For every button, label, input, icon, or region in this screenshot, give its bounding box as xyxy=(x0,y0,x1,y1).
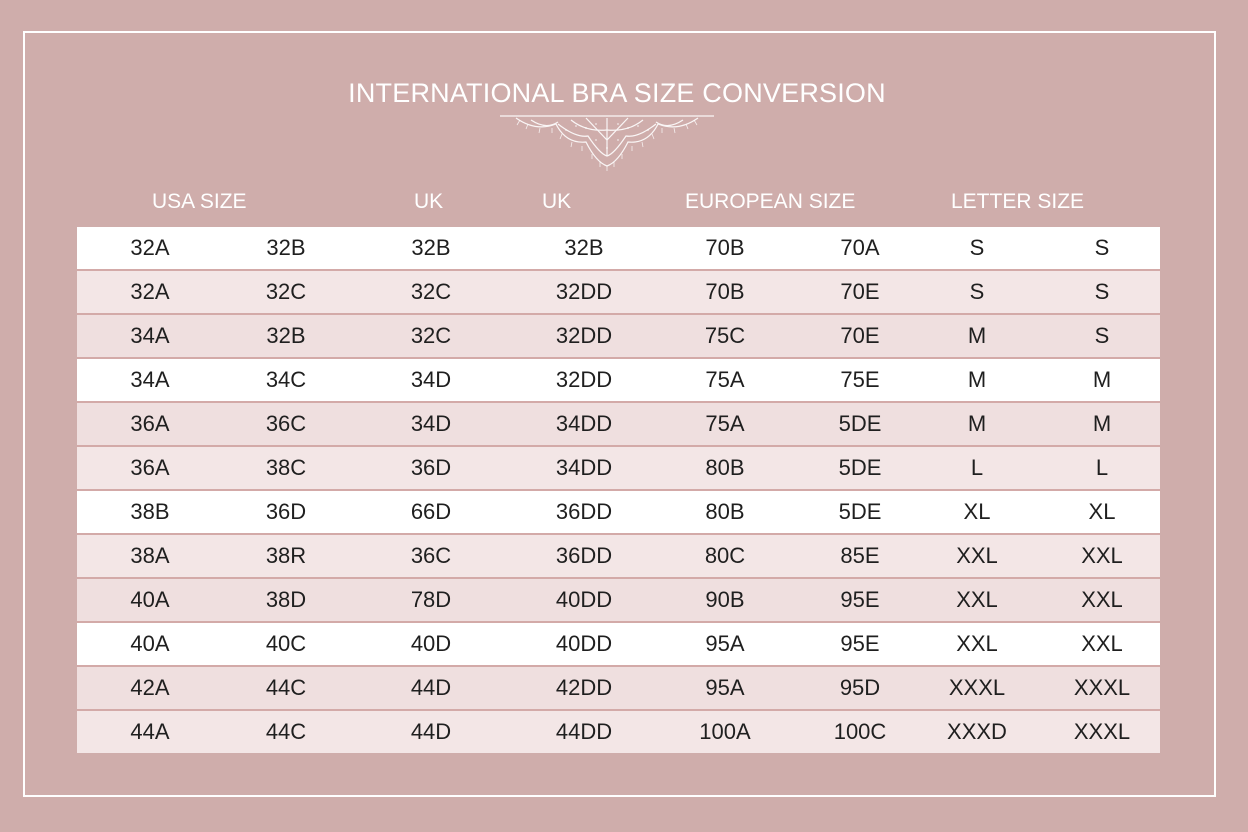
cell-usa-2: 32B xyxy=(266,323,306,348)
cell-usa-1: 38A xyxy=(130,543,170,568)
cell-usa-1: 36A xyxy=(130,455,170,480)
table-row xyxy=(77,403,1160,447)
cell-usa-1: 36A xyxy=(130,411,170,436)
cell-letter-2: XXXL xyxy=(1073,719,1131,744)
cell-usa-1: 32A xyxy=(130,235,170,260)
cell-letter-1: M xyxy=(967,323,987,348)
cell-letter-2: M xyxy=(1092,367,1112,392)
cell-eu-2: 70E xyxy=(840,323,880,348)
cell-eu-2: 85E xyxy=(840,543,880,568)
cell-usa-2: 32C xyxy=(265,279,307,304)
table-row xyxy=(77,315,1160,359)
cell-uk-2: 42DD xyxy=(555,675,613,700)
cell-uk-2: 34DD xyxy=(555,411,613,436)
cell-uk-2: 40DD xyxy=(555,631,613,656)
cell-letter-1: XXL xyxy=(956,543,998,568)
cell-uk-2: 32DD xyxy=(555,323,613,348)
cell-uk-2: 36DD xyxy=(555,543,613,568)
cell-uk-2: 44DD xyxy=(555,719,613,744)
lace-ornament-icon xyxy=(496,110,718,172)
cell-usa-2: 34C xyxy=(265,367,307,392)
cell-letter-2: S xyxy=(1094,323,1110,348)
cell-uk-1: 44D xyxy=(410,675,452,700)
cell-usa-1: 38B xyxy=(130,499,170,524)
cell-letter-2: XXL xyxy=(1081,631,1123,656)
cell-letter-1: XXL xyxy=(956,587,998,612)
cell-eu-2: 75E xyxy=(840,367,880,392)
cell-letter-2: S xyxy=(1094,279,1110,304)
cell-usa-1: 40A xyxy=(130,587,170,612)
cell-uk-2: 36DD xyxy=(555,499,613,524)
table-row xyxy=(77,711,1160,753)
header-uk-1: UK xyxy=(414,190,444,213)
table-row xyxy=(77,535,1160,579)
cell-usa-1: 34A xyxy=(130,323,170,348)
column-headers xyxy=(0,190,1248,218)
cell-usa-1: 32A xyxy=(130,279,170,304)
cell-uk-1: 78D xyxy=(410,587,452,612)
cell-eu-1: 95A xyxy=(705,631,745,656)
cell-uk-1: 44D xyxy=(410,719,452,744)
cell-eu-2: 95E xyxy=(840,587,880,612)
cell-letter-1: M xyxy=(967,367,987,392)
table-row xyxy=(77,447,1160,491)
cell-letter-1: S xyxy=(969,279,985,304)
cell-usa-2: 38R xyxy=(265,543,307,568)
cell-letter-2: XL xyxy=(1088,499,1116,524)
header-usa-size: USA SIZE xyxy=(152,190,247,213)
cell-eu-1: 70B xyxy=(705,279,745,304)
cell-letter-2: S xyxy=(1094,235,1110,260)
cell-eu-1: 100A xyxy=(699,719,751,744)
cell-eu-1: 80C xyxy=(704,543,746,568)
cell-letter-1: XL xyxy=(963,499,991,524)
cell-usa-2: 44C xyxy=(265,719,307,744)
table-row xyxy=(77,579,1160,623)
cell-eu-1: 70B xyxy=(705,235,745,260)
cell-eu-1: 75A xyxy=(705,411,745,436)
cell-usa-2: 36C xyxy=(265,411,307,436)
cell-uk-2: 40DD xyxy=(555,587,613,612)
cell-letter-1: M xyxy=(967,411,987,436)
cell-letter-1: XXXL xyxy=(948,675,1006,700)
cell-letter-1: XXXD xyxy=(947,719,1007,744)
cell-uk-1: 32C xyxy=(410,323,452,348)
cell-eu-1: 80B xyxy=(705,499,745,524)
cell-usa-2: 38C xyxy=(265,455,307,480)
cell-letter-2: XXL xyxy=(1081,587,1123,612)
cell-eu-2: 5DE xyxy=(838,411,882,436)
cell-eu-1: 75C xyxy=(704,323,746,348)
size-conversion-table xyxy=(77,227,1160,753)
table-row xyxy=(77,623,1160,667)
cell-letter-1: S xyxy=(969,235,985,260)
cell-eu-2: 5DE xyxy=(838,499,882,524)
cell-letter-2: M xyxy=(1092,411,1112,436)
table-row xyxy=(77,359,1160,403)
header-uk-2: UK xyxy=(542,190,572,213)
cell-usa-2: 44C xyxy=(265,675,307,700)
cell-uk-1: 36C xyxy=(410,543,452,568)
page-title: INTERNATIONAL BRA SIZE CONVERSION xyxy=(348,78,886,109)
cell-eu-2: 95E xyxy=(840,631,880,656)
cell-usa-1: 42A xyxy=(130,675,170,700)
cell-eu-1: 75A xyxy=(705,367,745,392)
cell-eu-1: 95A xyxy=(705,675,745,700)
cell-usa-2: 36D xyxy=(265,499,307,524)
cell-letter-1: XXL xyxy=(956,631,998,656)
cell-uk-1: 34D xyxy=(410,411,452,436)
cell-uk-1: 36D xyxy=(410,455,452,480)
cell-usa-2: 32B xyxy=(266,235,306,260)
cell-uk-2: 34DD xyxy=(555,455,613,480)
cell-eu-1: 80B xyxy=(705,455,745,480)
cell-usa-2: 40C xyxy=(265,631,307,656)
cell-letter-2: XXXL xyxy=(1073,675,1131,700)
header-letter-size: LETTER SIZE xyxy=(951,190,1085,213)
table-row xyxy=(77,667,1160,711)
cell-uk-2: 32DD xyxy=(555,279,613,304)
cell-uk-2: 32B xyxy=(564,235,604,260)
cell-uk-1: 40D xyxy=(410,631,452,656)
cell-uk-2: 32DD xyxy=(555,367,613,392)
header-european-size: EUROPEAN SIZE xyxy=(685,190,856,213)
cell-usa-2: 38D xyxy=(265,587,307,612)
cell-letter-2: L xyxy=(1095,455,1109,480)
cell-eu-2: 70A xyxy=(840,235,880,260)
table-row xyxy=(77,491,1160,535)
cell-usa-1: 40A xyxy=(130,631,170,656)
table-row xyxy=(77,227,1160,271)
cell-eu-2: 70E xyxy=(840,279,880,304)
cell-usa-1: 44A xyxy=(130,719,170,744)
cell-usa-1: 34A xyxy=(130,367,170,392)
cell-letter-2: XXL xyxy=(1081,543,1123,568)
cell-letter-1: L xyxy=(970,455,984,480)
cell-eu-2: 100C xyxy=(833,719,887,744)
cell-eu-2: 5DE xyxy=(838,455,882,480)
cell-uk-1: 32C xyxy=(410,279,452,304)
cell-uk-1: 32B xyxy=(411,235,451,260)
cell-eu-2: 95D xyxy=(839,675,881,700)
cell-uk-1: 66D xyxy=(410,499,452,524)
cell-eu-1: 90B xyxy=(705,587,745,612)
table-row xyxy=(77,271,1160,315)
cell-uk-1: 34D xyxy=(410,367,452,392)
